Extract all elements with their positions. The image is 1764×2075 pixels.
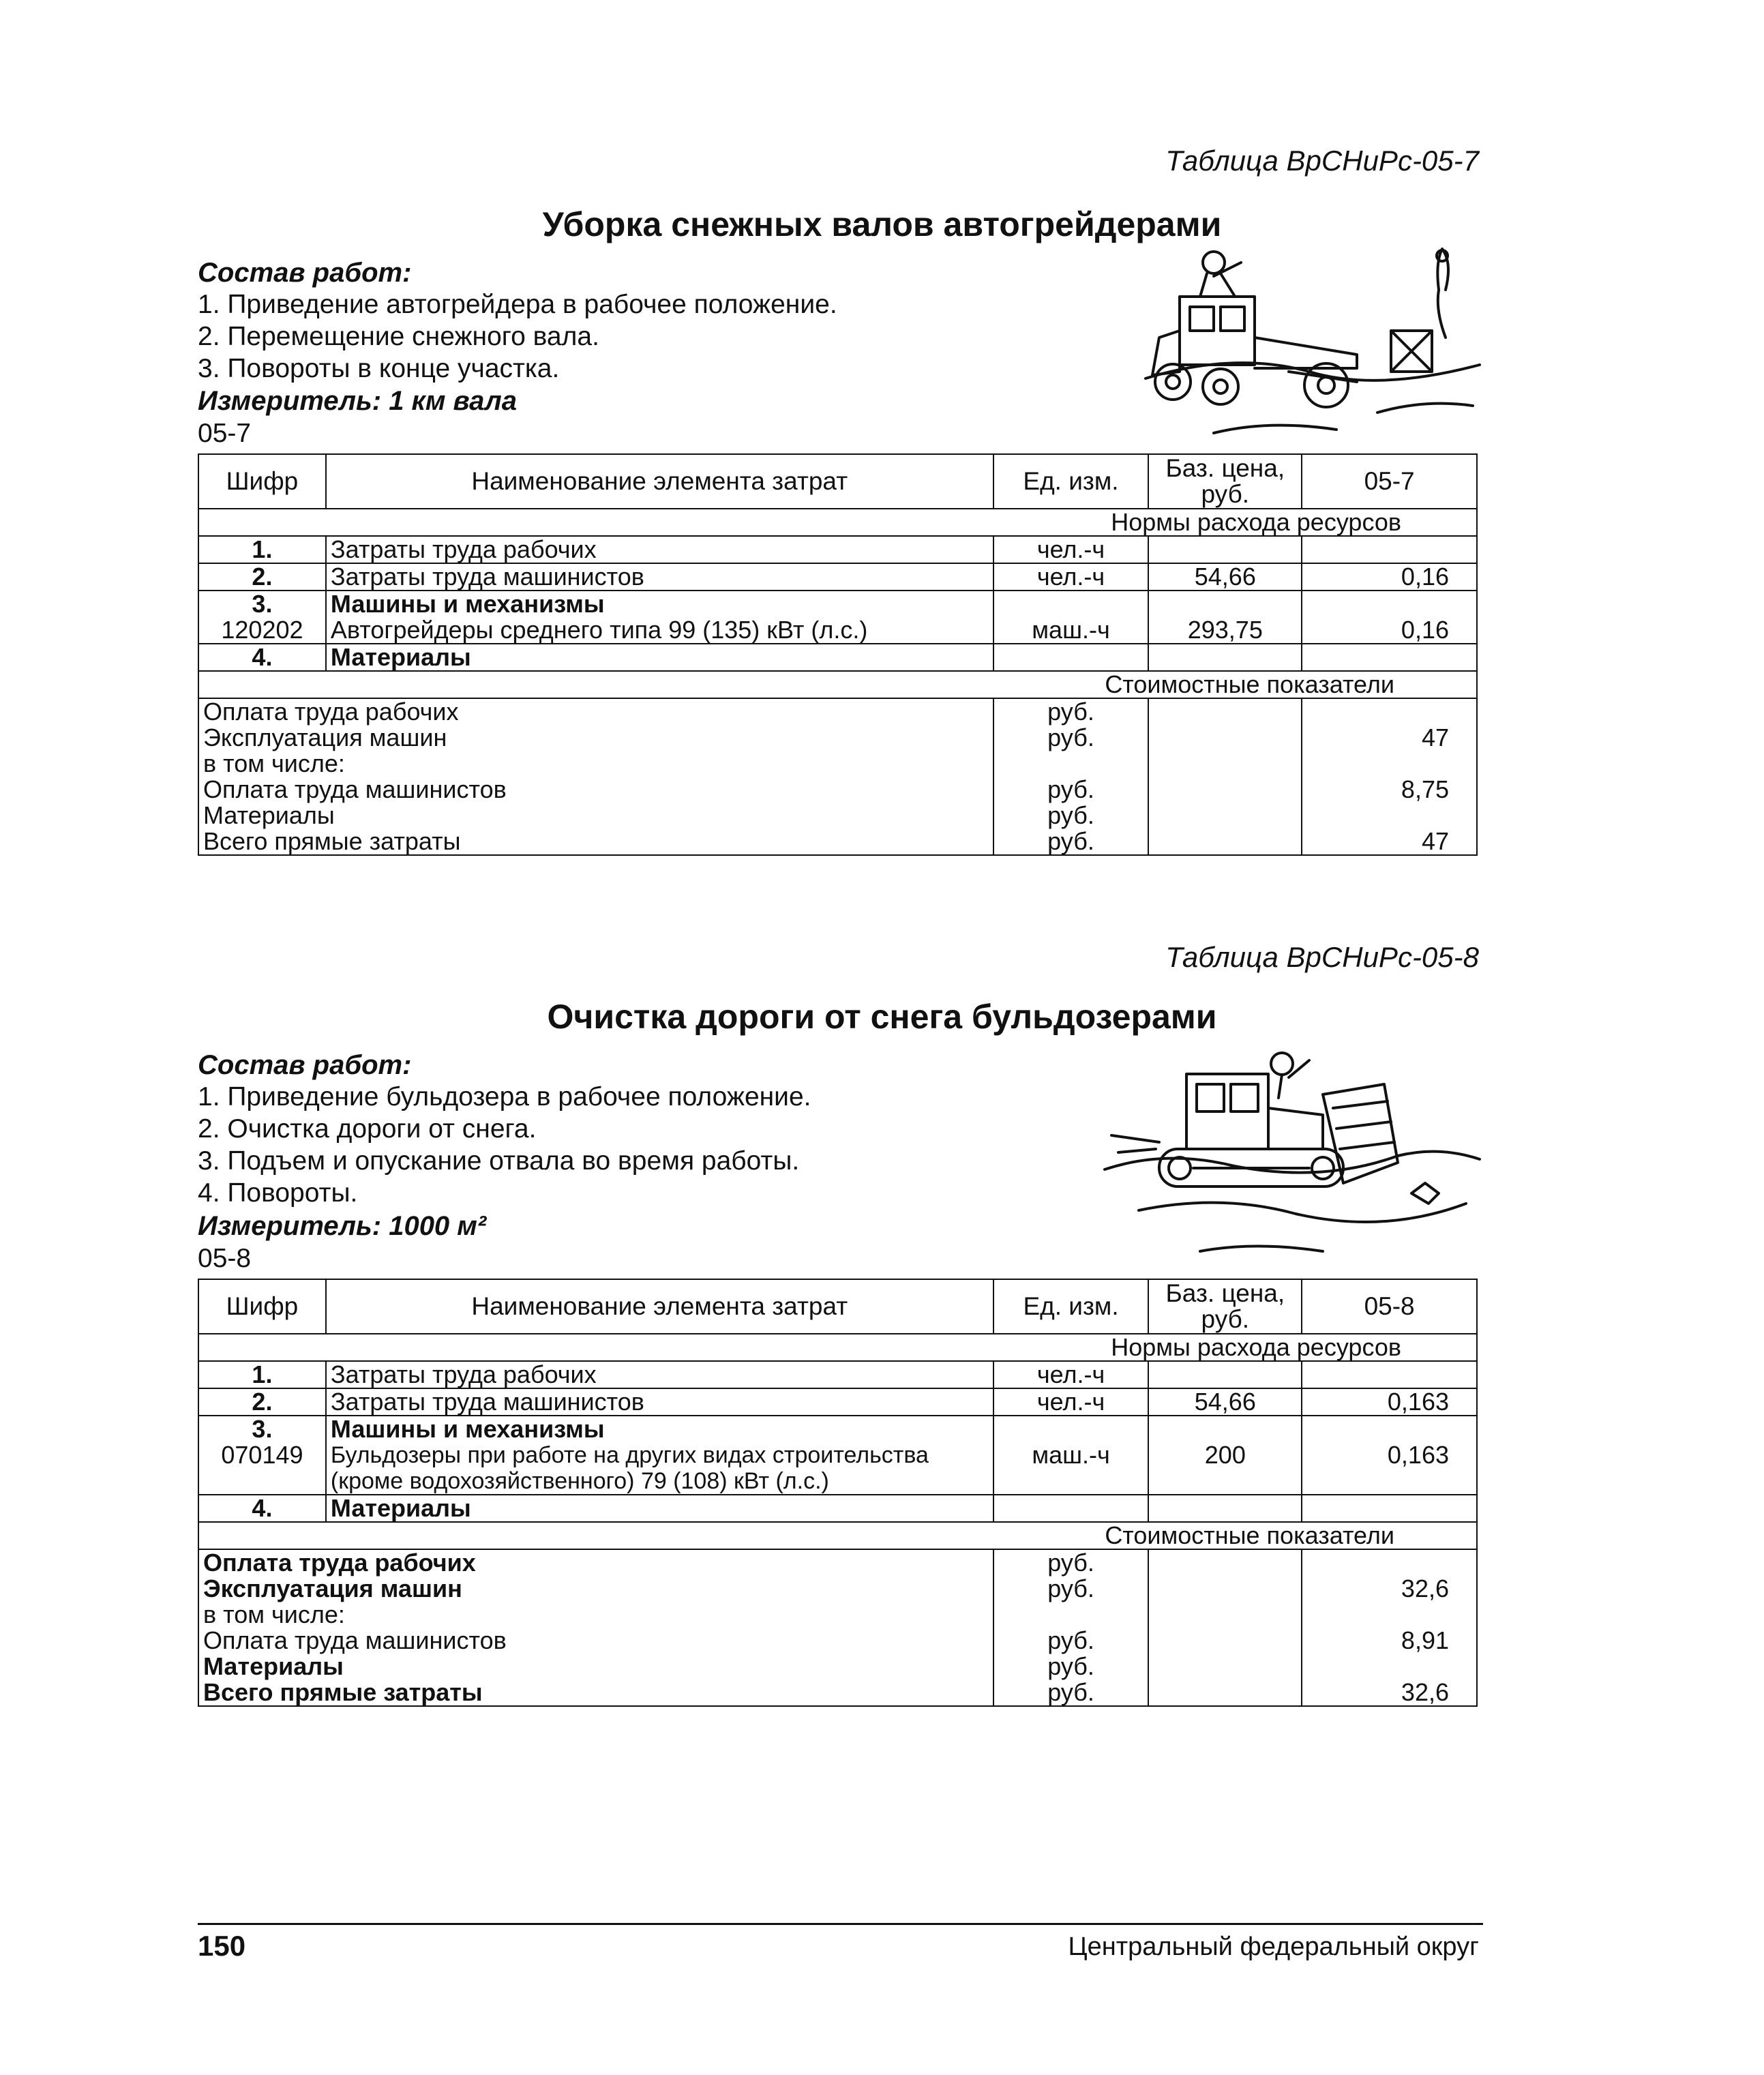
measure-unit: Измеритель: 1 км вала — [198, 386, 518, 416]
header-price: Баз. цена, руб. — [1148, 1279, 1302, 1334]
work-item: 1. Приведение бульдозера в рабочее положение. — [198, 1082, 811, 1111]
cost-name: Всего прямые затраты — [198, 828, 993, 855]
row-unit: маш.-ч — [993, 591, 1149, 644]
row-unit: чел.-ч — [993, 1388, 1149, 1416]
header-unit: Ед. изм. — [993, 454, 1149, 509]
bulldozer-cartoon — [1098, 1047, 1486, 1265]
row-cipher: 2. — [198, 1388, 326, 1416]
work-item: 4. Повороты. — [198, 1178, 358, 1208]
cost-name: в том числе: — [198, 1602, 993, 1628]
row-unit: маш.-ч — [993, 1416, 1149, 1495]
header-cipher: Шифр — [198, 1279, 326, 1334]
cost-value — [1302, 1602, 1477, 1628]
row-value — [1302, 536, 1477, 563]
cost-value — [1302, 1549, 1477, 1576]
footer-region: Центральный федеральный округ — [1068, 1932, 1479, 1961]
header-name: Наименование элемента затрат — [326, 1279, 993, 1334]
cost-unit: руб. — [993, 725, 1149, 751]
header-price: Баз. цена, руб. — [1148, 454, 1302, 509]
row-unit — [993, 1495, 1149, 1522]
work-item: 3. Подъем и опускание отвала во время работы. — [198, 1146, 800, 1176]
work-item: 3. Повороты в конце участка. — [198, 354, 560, 383]
cost-unit: руб. — [993, 777, 1149, 803]
row-value: 0,163 — [1302, 1388, 1477, 1416]
cost-value: 32,6 — [1302, 1680, 1477, 1706]
cost-unit: руб. — [993, 828, 1149, 855]
row-value: 0,16 — [1302, 563, 1477, 591]
cost-value: 8,75 — [1302, 777, 1477, 803]
cost-name: Материалы — [198, 803, 993, 828]
row-cipher: 1. — [198, 536, 326, 563]
row-price — [1148, 1495, 1302, 1522]
row-name: Затраты труда рабочих — [326, 1361, 993, 1388]
cost-unit: руб. — [993, 1576, 1149, 1602]
table-row — [198, 1416, 1477, 1495]
cost-name: Оплата труда рабочих — [198, 1549, 993, 1576]
cost-name: Эксплуатация машин — [198, 1576, 993, 1602]
cost-name: Оплата труда машинистов — [198, 1628, 993, 1654]
cost-name: Оплата труда машинистов — [198, 777, 993, 803]
table-row — [198, 591, 1477, 644]
norms-label: Нормы расхода ресурсов — [198, 509, 1477, 536]
table-row — [198, 563, 1477, 591]
table-row — [198, 644, 1477, 671]
cost-name: Материалы — [198, 1654, 993, 1680]
cost-value — [1302, 1654, 1477, 1680]
cost-unit: руб. — [993, 698, 1149, 725]
footer-rule — [198, 1923, 1483, 1925]
row-value — [1302, 1361, 1477, 1388]
cost-unit — [993, 751, 1149, 777]
header-cipher: Шифр — [198, 454, 326, 509]
row-price: 200 — [1148, 1416, 1302, 1495]
measure-unit: Измеритель: 1000 м² — [198, 1211, 487, 1241]
header-code: 05-7 — [1302, 454, 1477, 509]
table-reference: Таблица ВрСНиРс-05-7 — [1165, 145, 1479, 177]
row-name: Затраты труда машинистов — [326, 563, 993, 591]
work-item: 2. Очистка дороги от снега. — [198, 1114, 537, 1144]
row-name: Затраты труда машинистов — [326, 1388, 993, 1416]
row-name: Машины и механизмы Автогрейдеры среднего типа 99 (135) кВт (л.с.) — [326, 591, 993, 644]
header-code: 05-8 — [1302, 1279, 1477, 1334]
work-heading: Состав работ: — [198, 1050, 412, 1080]
cost-value — [1302, 698, 1477, 725]
cost-table — [198, 453, 1478, 856]
cost-value — [1302, 803, 1477, 828]
row-price — [1148, 644, 1302, 671]
cost-unit: руб. — [993, 1628, 1149, 1654]
row-value: 0,16 — [1302, 591, 1477, 644]
row-name: Машины и механизмы Бульдозеры при работе на других видах строительства (кроме водохозяйственного) 79 (108) кВт (л.с.) — [326, 1416, 993, 1495]
row-unit: чел.-ч — [993, 536, 1149, 563]
row-price: 54,66 — [1148, 1388, 1302, 1416]
row-cipher: 2. — [198, 563, 326, 591]
row-cipher: 1. — [198, 1361, 326, 1388]
row-price: 54,66 — [1148, 563, 1302, 591]
page-number: 150 — [198, 1930, 246, 1962]
row-name: Материалы — [326, 1495, 993, 1522]
table-reference: Таблица ВрСНиРс-05-8 — [1165, 941, 1479, 973]
cost-label: Стоимостные показатели — [198, 671, 1477, 698]
row-cipher: 4. — [198, 644, 326, 671]
table-title: Очистка дороги от снега бульдозерами — [547, 998, 1217, 1036]
cost-value: 8,91 — [1302, 1628, 1477, 1654]
row-unit — [993, 644, 1149, 671]
cost-value: 47 — [1302, 725, 1477, 751]
cost-row — [198, 1549, 1477, 1576]
cost-name: Оплата труда рабочих — [198, 698, 993, 725]
row-cipher: 4. — [198, 1495, 326, 1522]
row-name: Затраты труда рабочих — [326, 536, 993, 563]
cost-unit: руб. — [993, 1654, 1149, 1680]
row-value — [1302, 1495, 1477, 1522]
row-price — [1148, 536, 1302, 563]
cost-unit — [993, 1602, 1149, 1628]
cost-row — [198, 698, 1477, 725]
row-unit: чел.-ч — [993, 563, 1149, 591]
row-cipher: 3. 070149 — [198, 1416, 326, 1495]
cost-table — [198, 1279, 1478, 1707]
table-title: Уборка снежных валов автогрейдерами — [542, 205, 1222, 243]
table-row — [198, 1361, 1477, 1388]
header-unit: Ед. изм. — [993, 1279, 1149, 1334]
row-cipher: 3. 120202 — [198, 591, 326, 644]
code-label: 05-8 — [198, 1244, 252, 1273]
header-name: Наименование элемента затрат — [326, 454, 993, 509]
row-value — [1302, 644, 1477, 671]
row-price — [1148, 1361, 1302, 1388]
cost-unit: руб. — [993, 1549, 1149, 1576]
cost-name: Эксплуатация машин — [198, 725, 993, 751]
work-item: 2. Перемещение снежного вала. — [198, 322, 599, 351]
cost-value: 47 — [1302, 828, 1477, 855]
code-label: 05-7 — [198, 419, 252, 448]
cost-name: Всего прямые затраты — [198, 1680, 993, 1706]
cost-label: Стоимостные показатели — [198, 1522, 1477, 1549]
work-item: 1. Приведение автогрейдера в рабочее положение. — [198, 290, 837, 319]
motor-grader-cartoon — [1132, 235, 1486, 440]
cost-value: 32,6 — [1302, 1576, 1477, 1602]
norms-label: Нормы расхода ресурсов — [198, 1334, 1477, 1361]
work-heading: Состав работ: — [198, 258, 412, 288]
table-row — [198, 1388, 1477, 1416]
table-row — [198, 1495, 1477, 1522]
table-row — [198, 536, 1477, 563]
row-unit: чел.-ч — [993, 1361, 1149, 1388]
row-price: 293,75 — [1148, 591, 1302, 644]
cost-unit: руб. — [993, 1680, 1149, 1706]
row-name: Материалы — [326, 644, 993, 671]
cost-unit: руб. — [993, 803, 1149, 828]
cost-name: в том числе: — [198, 751, 993, 777]
cost-value — [1302, 751, 1477, 777]
row-value: 0,163 — [1302, 1416, 1477, 1495]
